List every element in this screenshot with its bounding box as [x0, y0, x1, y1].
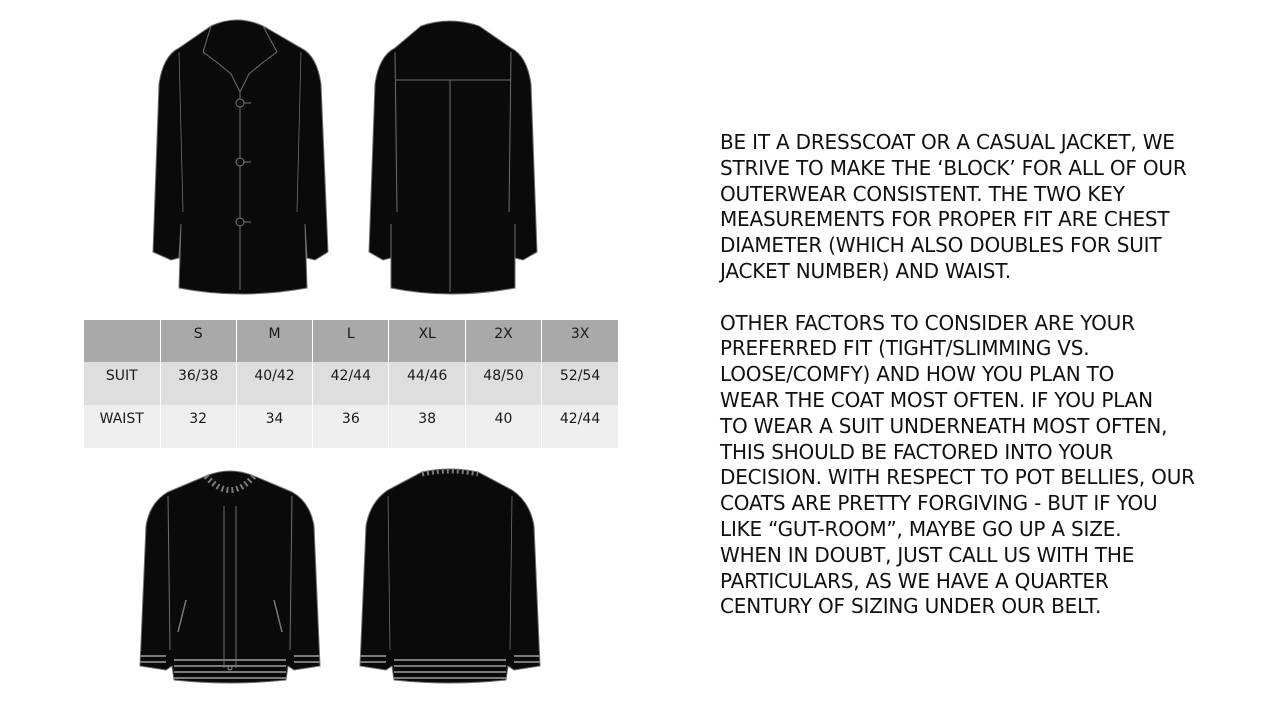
coat-back-illustration [355, 12, 545, 302]
table-cell: 48/50 [465, 362, 541, 405]
table-cell: 42/44 [313, 362, 389, 405]
sizing-paragraph-block-fit: BE IT A DRESSCOAT OR A CASUAL JACKET, WE STRIVE TO MAKE THE ‘BLOCK’ FOR ALL OF OUR OUTERWEAR CONSISTENT. THE TWO KEY MEASUREMENTS FOR PROPER FIT ARE CHEST DIAMETER (WHICH ALSO DOUBLES FOR SUIT JACKET NUMBER) AND WAIST. [720, 130, 1187, 283]
table-cell: 40/42 [236, 362, 312, 405]
size-header-xl: XL [389, 320, 465, 362]
size-header-s: S [160, 320, 236, 362]
row-label-waist: WAIST [84, 405, 160, 448]
size-header-m: M [236, 320, 312, 362]
bomber-back-body [360, 469, 540, 683]
size-chart-table [84, 320, 618, 448]
size-chart-corner-cell [84, 320, 160, 362]
table-cell: 36/38 [160, 362, 236, 405]
table-cell: 34 [236, 405, 312, 448]
table-row [84, 405, 618, 448]
size-header-2x: 2X [465, 320, 541, 362]
sizing-paragraph-other-factors: OTHER FACTORS TO CONSIDER ARE YOUR PREFERRED FIT (TIGHT/SLIMMING VS. LOOSE/COMFY) AND HOW YOU PLAN TO WEAR THE COAT MOST OFTEN. IF YOU PLAN TO WEAR A SUIT UNDERNEATH MOST OFTEN, THIS SHOULD BE FACTORED INTO YOUR DECISION. WITH RESPECT TO POT BELLIES, OUR COATS ARE PRETTY FORGIVING - BUT IF YOU LIKE “GUT-ROOM”, MAYBE GO UP A SIZE. WHEN IN DOUBT, JUST CALL US WITH THE PARTICULARS, AS WE HAVE A QUARTER CENTURY OF SIZING UNDER OUR BELT. [720, 310, 1195, 619]
table-cell: 44/46 [389, 362, 465, 405]
size-chart-header-row [84, 320, 618, 362]
bomber-front-body [140, 471, 320, 683]
table-row [84, 362, 618, 405]
button-icon [236, 158, 244, 166]
button-icon [236, 99, 244, 107]
coat-front-illustration [145, 12, 335, 302]
table-cell: 40 [465, 405, 541, 448]
table-cell: 42/44 [559, 411, 601, 427]
row-label-suit: SUIT [84, 362, 160, 405]
bomber-back-illustration [352, 460, 548, 696]
size-header-l: L [313, 320, 389, 362]
snap-button-icon [228, 666, 232, 670]
table-cell: 32 [160, 405, 236, 448]
bomber-front-illustration [132, 460, 328, 696]
table-cell: 52/54 [559, 368, 601, 384]
button-icon [236, 218, 244, 226]
coat-back-body [369, 21, 537, 294]
table-cell: 36 [313, 405, 389, 448]
size-header-3x: 3X [570, 326, 590, 342]
sizing-guidance-text [720, 130, 1240, 620]
table-cell: 38 [389, 405, 465, 448]
